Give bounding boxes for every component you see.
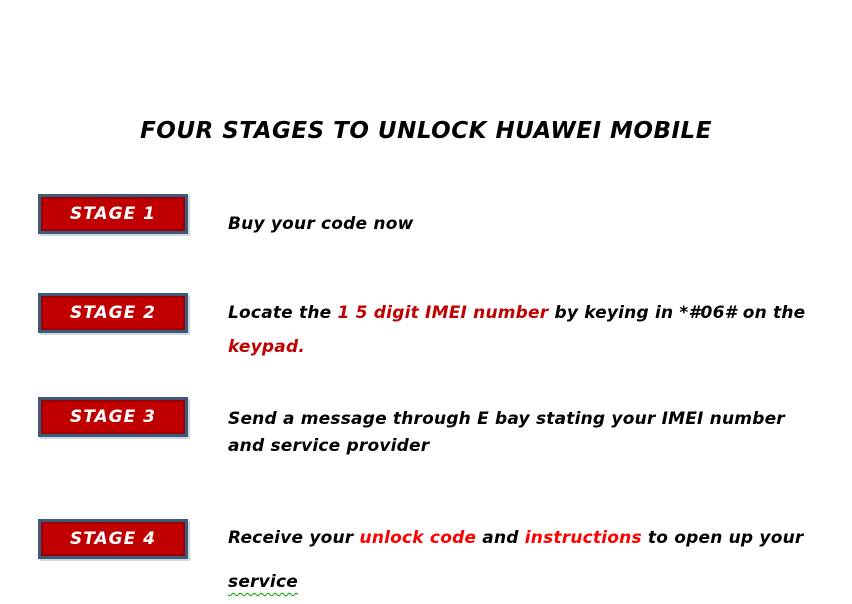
stage-3-button-label: STAGE 3: [70, 407, 156, 427]
stage-1-button-label: STAGE 1: [70, 204, 156, 224]
text-segment: Receive your: [228, 528, 360, 548]
stage-3-description: [228, 406, 850, 460]
text-segment: service: [228, 572, 298, 592]
page-title: FOUR STAGES TO UNLOCK HUAWEI MOBILE: [140, 118, 712, 144]
stage-3-button[interactable]: [38, 397, 188, 437]
text-segment: 1 5 digit IMEI number: [337, 303, 549, 323]
text-segment: keypad.: [228, 337, 305, 357]
text-segment: instructions: [524, 528, 642, 548]
text-segment: and: [476, 528, 525, 548]
text-segment: Buy your code now: [228, 214, 414, 234]
stage-4-description: [228, 516, 850, 604]
text-segment: Locate the: [228, 303, 338, 323]
text-segment: and service provider: [228, 436, 430, 456]
stage-2-button-label: STAGE 2: [70, 303, 156, 323]
stage-1-button[interactable]: [38, 194, 188, 234]
stage-2-description: [228, 296, 850, 364]
stage-1-description: [228, 212, 850, 236]
stage-2-button[interactable]: [38, 293, 188, 333]
text-segment: to open up your: [641, 528, 804, 548]
text-segment: by keying in *#06# on the: [548, 303, 806, 323]
text-segment: Send a message through E bay stating your IMEI number: [228, 409, 785, 429]
stage-4-button[interactable]: [38, 519, 188, 559]
text-segment: unlock code: [359, 528, 477, 548]
stage-4-button-label: STAGE 4: [70, 529, 156, 549]
